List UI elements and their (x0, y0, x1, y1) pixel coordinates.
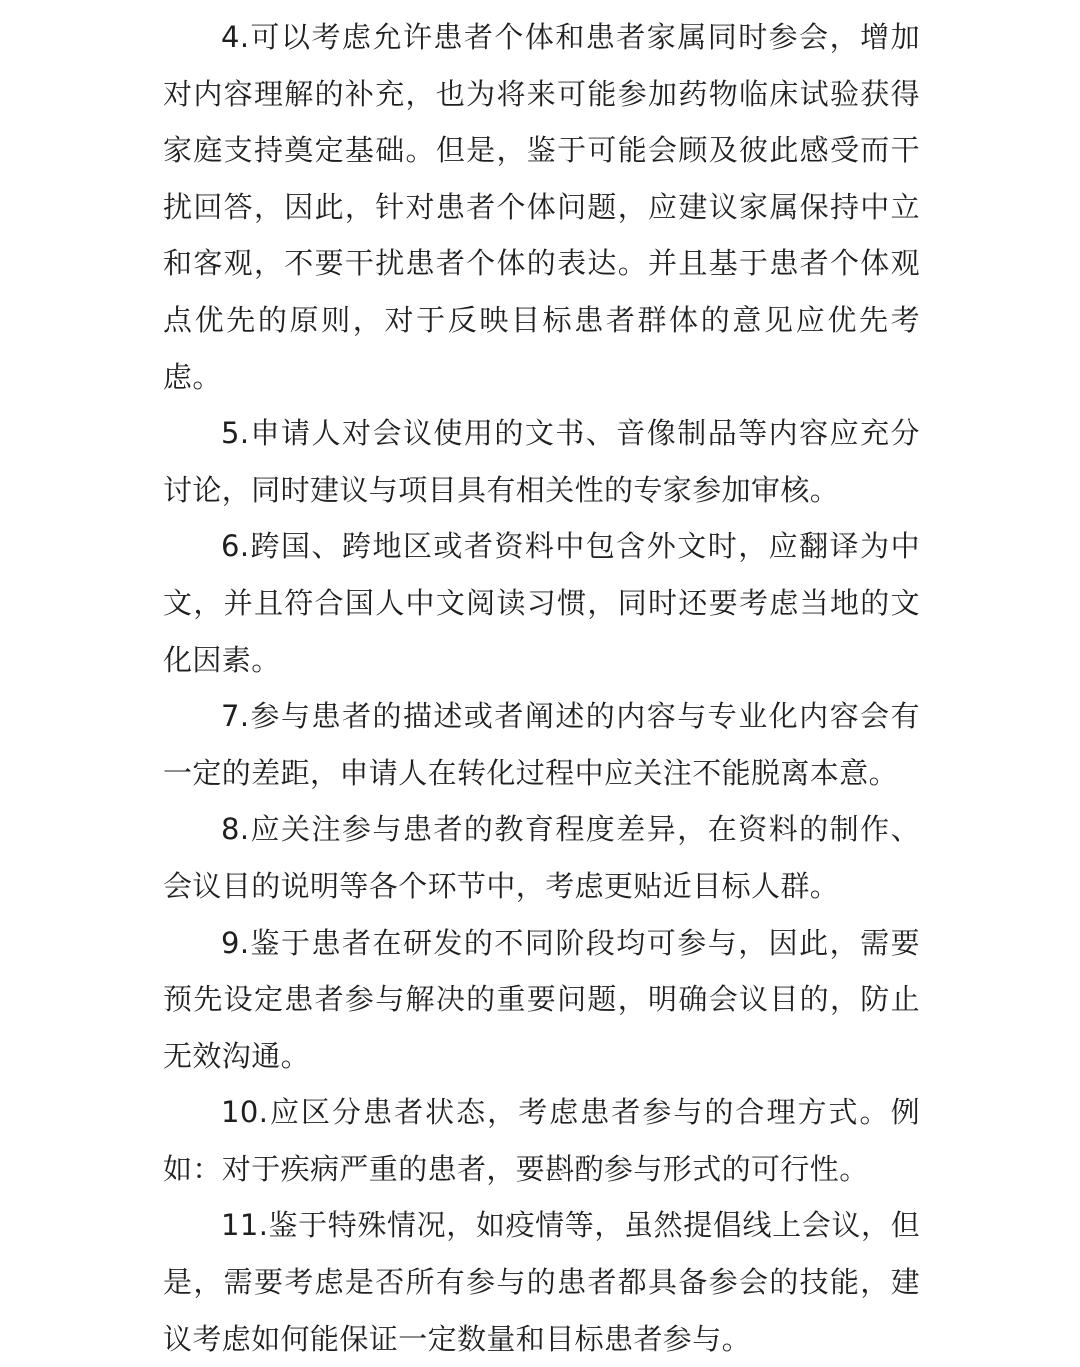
paragraph-item-9: 9.鉴于患者在研发的不同阶段均可参与，因此，需要预先设定患者参与解决的重要问题，明确会议目的，防止无效沟通。 (163, 925, 920, 1073)
paragraph-item-4: 4.可以考虑允许患者个体和患者家属同时参会，增加对内容理解的补充，也为将来可能参加药物临床试验获得家庭支持奠定基础。但是，鉴于可能会顾及彼此感受而干扰回答，因此，针对患者个体问题，应建议家属保持中立和客观，不要干扰患者个体的表达。并且基于患者个体观点优先的原则，对于反映目标患者群体的意见应优先考虑。 (163, 20, 920, 394)
paragraph-item-5: 5.申请人对会议使用的文书、音像制品等内容应充分讨论，同时建议与项目具有相关性的专家参加审核。 (163, 416, 920, 507)
paragraph-item-7: 7.参与患者的描述或者阐述的内容与专业化内容会有一定的差距，申请人在转化过程中应关注不能脱离本意。 (163, 699, 920, 790)
paragraph-item-6: 6.跨国、跨地区或者资料中包含外文时，应翻译为中文，并且符合国人中文阅读习惯，同时还要考虑当地的文化因素。 (163, 529, 920, 677)
document-body (163, 9, 920, 1367)
paragraph-item-11: 11.鉴于特殊情况，如疫情等，虽然提倡线上会议，但是，需要考虑是否所有参与的患者都具备参会的技能，建议考虑如何能保证一定数量和目标患者参与。 (163, 1208, 920, 1356)
paragraph-item-8: 8.应关注参与患者的教育程度差异，在资料的制作、会议目的说明等各个环节中，考虑更贴近目标人群。 (163, 812, 920, 903)
paragraph-item-10: 10.应区分患者状态，考虑患者参与的合理方式。例如：对于疾病严重的患者，要斟酌参与形式的可行性。 (163, 1095, 920, 1186)
